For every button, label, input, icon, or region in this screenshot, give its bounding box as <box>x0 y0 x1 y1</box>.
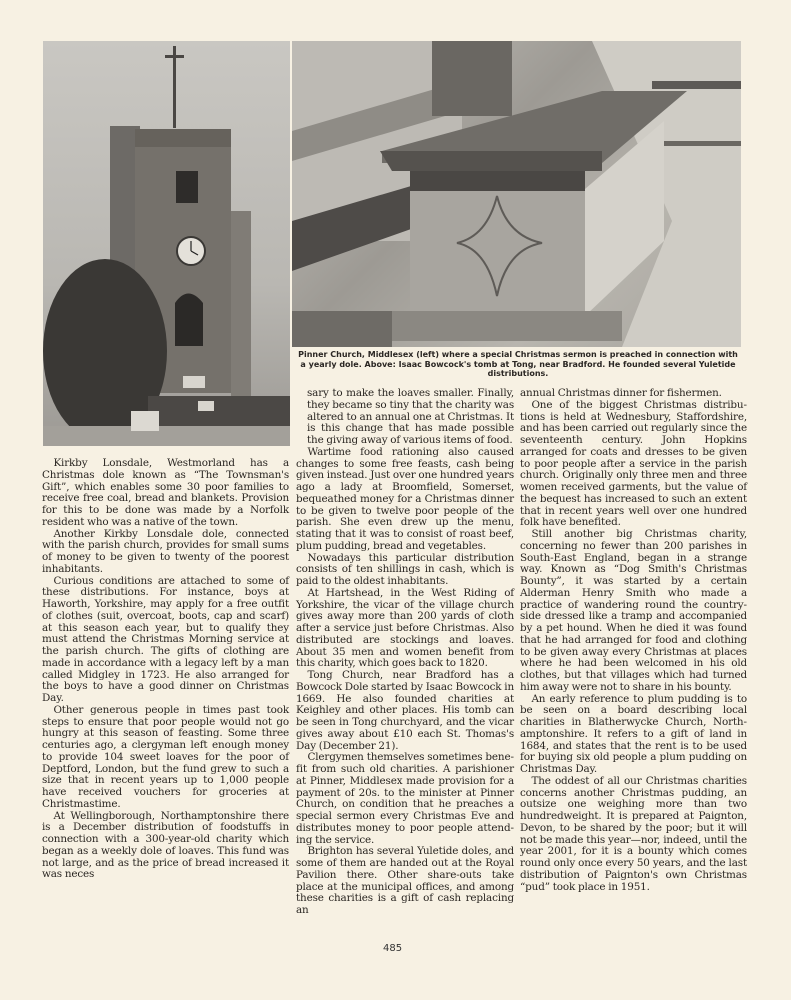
article-column-1 <box>42 458 289 881</box>
pinner-church-photo <box>43 41 290 446</box>
paragraph: Nowadays this particular distribution consists of ten shillings in cash, which is paid to the oldest inhabitants. <box>296 551 514 587</box>
paragraph: Kirkby Lonsdale, Westmorland has a Christmas dole known as “The Townsman's Gift”, which enables some 30 poor families to receive free coal, bread and blankets. Provision for this to be done was made by a Norfolk resident who was a native of the town. <box>42 457 289 528</box>
paragraph: An early reference to plum pudding is to be seen on a board describing local charities in Blatherwycke Church, Northamptonshire. It refers to a gift of land in 1684, and states that the rent is to be used for buying six old people a plum pudding on Christmas Day. <box>520 692 747 775</box>
paragraph: Curious conditions are attached to some of these distributions. For instance, boys at Haworth, Yorkshire, may apply for a free outfit of clothes (suit, overcoat, boots, cap and scarf) at this season each year, but to qualify they must attend the Christmas Morning service at the parish church. The gifts of clothing are made in accordance with a legacy left by a man called Midgley in 1723. He also arranged for the boys to have a good dinner on Christmas Day. <box>42 574 289 704</box>
paragraph: annual Christmas dinner for fishermen. <box>520 387 722 399</box>
paragraph: Other generous people in times past took steps to ensure that poor people would not go hungry at this season of feasting. Some three centuries ago, a clergyman left enough money to provide 104 sweet loaves for the poor of Deptford, London, but the fund grew to such a size that in recent years up to 1,000 people have received vouchers for groceries at Christmastime. <box>42 703 289 810</box>
paragraph: One of the biggest Christmas distributions is held at Wednesbury, Staffordshire, and has been carried out regularly since the seventeenth century. John Hopkins arranged for coats and dresses to be given to poor people after a service in the parish church. Originally only three men and three women received garments, but the value of the bequest has increased to such an extent that in recent years well over one hundred folk have benefited. <box>520 398 747 529</box>
tomb-illustration <box>292 41 741 347</box>
paragraph: sary to make the loaves smaller. Finally, they became so tiny that the charity was altered to an annual one at Christmas. It is this change that has made possible the giving away of various items of food. <box>307 387 514 446</box>
paragraph: Still another big Christmas charity, concerning no fewer than 200 parishes in South-East England, began in a strange way. Known as “Dog Smith's Christmas Bounty”, it was started by a certain Alderman Henry Smith who made a practice of wandering round the countryside dressed like a tramp and accompanied by a pet hound. When he died it was found that he had arranged for food and clothing to be given away every Christmas at places where he had been welcomed in his old clothes, but that villages which had turned him away were not to share in his bounty. <box>520 528 747 693</box>
page-number: 485 <box>383 943 403 954</box>
bowcock-tomb-photo <box>292 41 741 347</box>
paragraph: The oddest of all our Christmas charities concerns another Christmas pudding, an outsize one weighing more than two hundredweight. It is prepared at Paignton, Devon, to be shared by the poor; but it will not be made this year—nor, indeed, until the year 2001, for it is a bounty which comes round only once every 50 years, and the last distribution of Paignton's own Christmas “pud” took place in 1951. <box>520 774 747 893</box>
paragraph: Another Kirkby Lonsdale dole, connected with the parish church, provides for small sums of money to be given to twenty of the poorest inhabitants. <box>42 527 289 575</box>
paragraph: Tong Church, near Bradford has a Bowcock Dole started by Isaac Bowcock in 1669. He also founded charities at Keighley and other places. His tomb can be seen in Tong churchyard, and the vicar gives away about £10 each St. Thomas's Day (December 21). <box>296 669 514 752</box>
church-illustration <box>43 41 290 446</box>
paragraph: At Wellingborough, Northamptonshire there is a December distribution of foodstuffs in connection with a 300-year-old charity which began as a weekly dole of loaves. This fund was not large, and as the price of bread increased it was neces <box>42 809 289 881</box>
paragraph: Clergymen themselves sometimes benefit from such old charities. A parishioner at Pinner, Middlesex made provision for a payment of 20s. to the minister at Pinner Church, on condition that he preaches a special sermon every Christmas Eve and distributes money to poor people attending the service. <box>296 751 514 846</box>
paragraph: At Hartshead, in the West Riding of Yorkshire, the vicar of the village church gives away more than 200 yards of cloth after a service just before Christmas. Also distributed are stockings and loaves. About 35 men and women benefit from this charity, which goes back to 1820. <box>296 586 514 670</box>
photo-caption: Pinner Church, Middlesex (left) where a special Christmas sermon is preached in connection with a yearly dole. Above: Isaac Bowcock's tomb at Tong, near Bradford. He founded several Yuletide distributions. <box>298 350 738 378</box>
paragraph: Brighton has several Yuletide doles, and some of them are handed out at the Royal Pavilion there. Other share-outs take place at the municipal offices, and among these charities is a gift of cash replacing an <box>296 845 514 916</box>
article-column-3 <box>520 388 747 893</box>
cross-icon <box>173 46 176 128</box>
paragraph: Wartime food rationing also caused changes to some free feasts, cash being given instead. Just over one hundred years ago a lady at Broomfield, Somerset, bequeathed money for a Christmas dinner to be given to twelve poor people of the parish. She even drew up the menu, stating that it was to consist of roast beef, plum pudding, bread and vegetables. <box>296 445 514 552</box>
article-column-2 <box>296 388 514 917</box>
